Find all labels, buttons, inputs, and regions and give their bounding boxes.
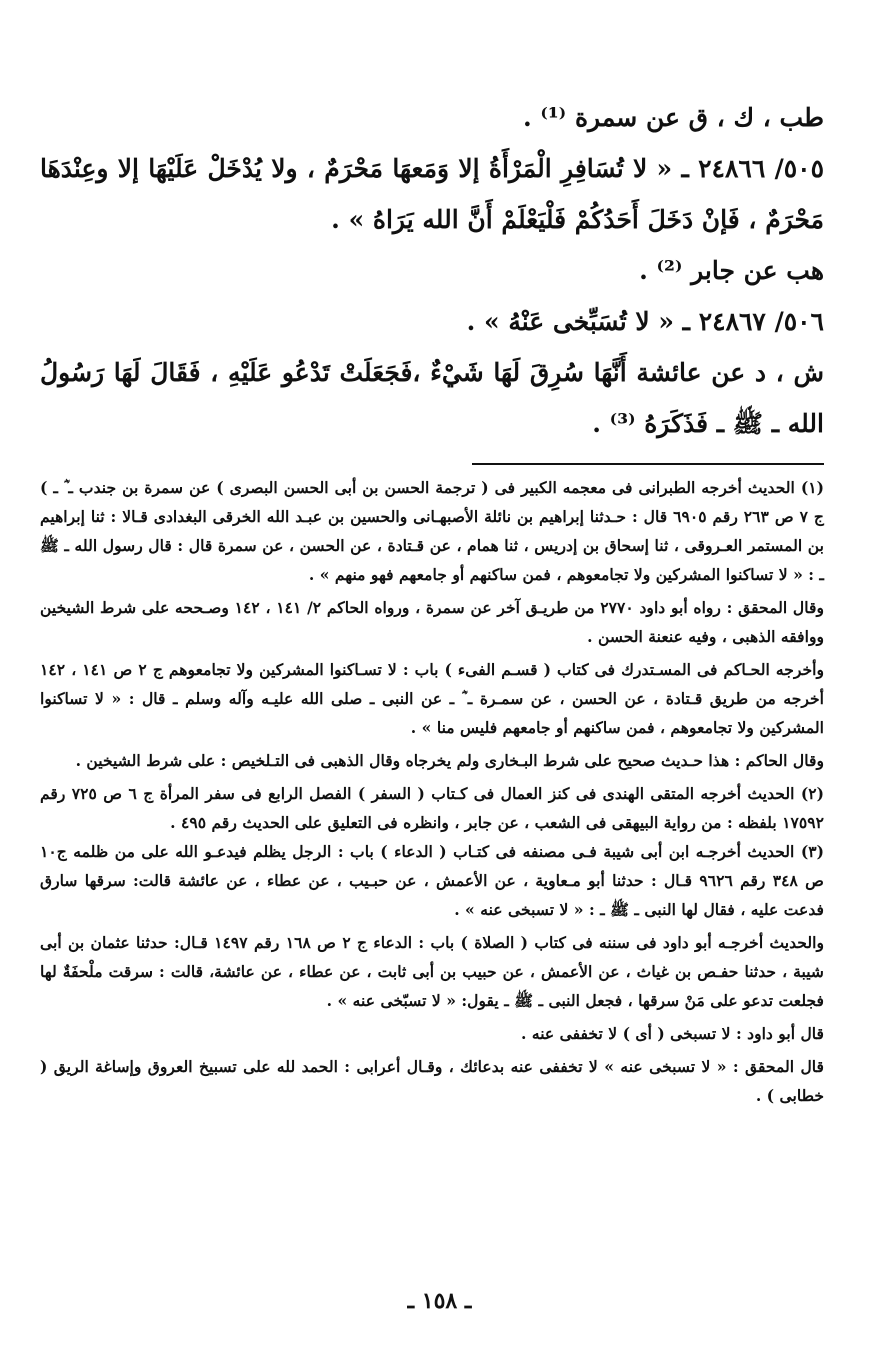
source-line-2: هب عن جابر ⁽²⁾ .	[639, 256, 824, 285]
page	[40, 92, 824, 1110]
footnote-2: (٢) الحديث أخرجه المتقى الهندى فى كنز العمال فى كـتاب ( السفر ) الفصل الرابع فى سفر المرأة ج ٦ ص ٧٢٥ رقم ١٧٥٩٢ بلفظه : من رواية البيهقى فى الشعب ، عن جابر ، وانظره فى التعليق على الحديث رقم ٤٩٥ .	[40, 784, 824, 832]
footnote-separator	[472, 463, 824, 465]
source-line-1: طب ، ك ، ق عن سمرة ⁽¹⁾ .	[522, 103, 824, 132]
footnote-3-note-c: قال المحقق : « لا تسبخى عنه » لا تخففى عنه بدعائك ، وقـال أعرابى : الحمد لله على تسبيخ العروق وإساغة الريق ( خطابى ) .	[40, 1057, 824, 1105]
footnote-1-note-b: وأخرجه الحـاكم فى المسـتدرك فى كتاب ( قسـم الفىء ) باب : لا تسـاكنوا المشركين ولا تجامعوهم ج ٢ ص ١٤١ ، ١٤٢ أخرجه من طريق قـتادة ، عن الحسن ، عن سمـرة ـ ؓ ـ عن النبى ـ صلى الله عليـه وآله وسلم ـ قال : « لا تساكنوا المشركين ولا تجامعوهم ، فمن ساكنهم أو جامعهم فليس منا » .	[40, 660, 824, 737]
footnote-1: (١) الحديث أخرجه الطبرانى فى معجمه الكبير فى ( ترجمة الحسن بن أبى الحسن البصرى ) عن سمرة بن جندب ـ ؓ ـ ) ج ٧ ص ٢٦٣ رقم ٦٩٠٥ قال : حـدثنا إبراهيم بن نائلة الأصبهـانى والحسين بن عبـد الله الخرقى البغدادى قـالا : ثنا إبراهيم بن المستمر العـروقى ، ثنا إسحاق بن إدريس ، ثنا همام ، عن قـتادة ، عن الحسن ، عن سمرة قال : قال رسول الله ـ ﷺ ـ : « لا تساكنوا المشركين ولا تجامعوهم ، فمن ساكنهم أو جامعهم فهو منهم » .	[40, 478, 824, 584]
hadith-505: ٥٠٥/ ٢٤٨٦٦ ـ « لا تُسَافِرِ الْمَرْأَةُ إلا وَمَعهَا مَحْرَمٌ ، ولا يُدْخَلْ عَلَيْهَا إلا وعِنْدَهَا مَحْرَمٌ ، فَإنْ دَخَلَ أَحَدُكُمْ فَلْيَعْلَمْ أَنَّ الله يَرَاهُ » .	[40, 154, 825, 234]
main-text	[40, 92, 824, 449]
footnotes	[40, 473, 824, 1110]
footnote-3-note-b: قال أبو داود : لا تسبخى ( أى ) لا تخففى عنه .	[521, 1024, 824, 1043]
footnote-1-note-c: وقال الحاكم : هذا حـديث صحيح على شرط البـخارى ولم يخرجاه وقال الذهبى فى التـلخيص : على شرط الشيخين .	[75, 751, 824, 770]
footnote-3: (٣) الحديث أخرجـه ابن أبى شيبة فـى مصنفه فى كتـاب ( الدعاء ) باب : الرجل يظلم فيدعـو الله على من ظلمه ج١٠ ص ٣٤٨ رقم ٩٦٢٦ قـال : حدثنا أبو مـعاوية ، عن الأعمش ، عن حبـيب ، عن عطاء ، عن عائشة قالت: سرقها سارق فدعت عليه ، فقال لها النبى ـ ﷺ ـ : « لا تسبخى عنه » .	[40, 842, 824, 919]
footnote-1-note-a: وقال المحقق : رواه أبو داود ٢٧٧٠ من طريـق آخر عن سمرة ، ورواه الحاكم ٢/ ١٤١ ، ١٤٢ وصـححه على شرط الشيخين ووافقه الذهبى ، وفيه عنعنة الحسن .	[40, 598, 824, 646]
footnote-3-note-a: والحديث أخرجـه أبو داود فى سننه فى كتاب ( الصلاة ) باب : الدعاء ج ٢ ص ١٦٨ رقم ١٤٩٧ قـال: حدثنا عثمان بن أبى شيبة ، حدثنا حفـص بن غياث ، عن الأعمش ، عن حبيب بن أبى ثابت ، عن عطاء ، عن عائشة، قالت : سرقت ملْحفَةٌ لها فجلعت تدعو على مَنْ سرقها ، فجعل النبى ـ ﷺ ـ يقول: « لا تسبّخى عنه » .	[40, 933, 824, 1010]
hadith-506: ٥٠٦/ ٢٤٨٦٧ ـ « لا تُسَبِّخى عَنْهُ » .	[466, 307, 824, 336]
source-line-3: ش ، د عن عائشة أَنَّهَا سُرِقَ لَهَا شَيْءٌ ،فَجَعَلَتْ تَدْعُو عَلَيْهِ ، فَقَالَ لَهَا رَسُولُ الله ـ ﷺ ـ فَذَكَرَهُ ⁽³⁾ .	[40, 358, 824, 438]
page-number: ـ ١٥٨ ـ	[407, 1288, 472, 1314]
